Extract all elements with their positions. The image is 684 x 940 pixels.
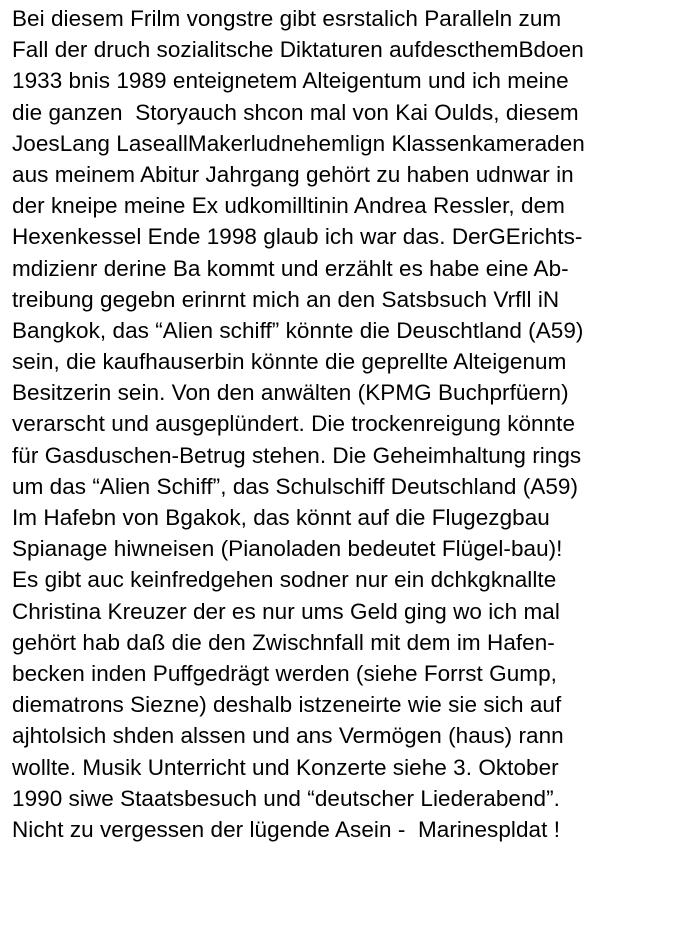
text-line: treibung gegebn erinrnt mich an den Satsbsuch Vrfll iN — [12, 286, 560, 312]
text-line: wollte. Musik Unterricht und Konzerte siehe 3. Oktober — [12, 754, 559, 780]
text-line: ajhtolsich shden alssen und ans Vermögen (haus) rann — [12, 723, 564, 749]
text-line: JoesLang LaseallMakerludnehemlign Klassenkameraden — [12, 130, 585, 156]
text-line: 1990 siwe Staatsbesuch und “deutscher Liederabend”. — [12, 785, 560, 811]
text-line: Es gibt auc keinfredgehen sodner nur ein dchkgknallte — [12, 567, 557, 593]
text-line: diematrons Siezne) deshalb istzeneirte wie sie sich auf — [12, 692, 562, 718]
text-line: aus meinem Abitur Jahrgang gehört zu haben udnwar in — [12, 161, 574, 187]
text-line: gehört hab daß die den Zwischnfall mit dem im Hafen- — [12, 629, 555, 655]
text-line: becken inden Puffgedrägt werden (siehe Forrst Gump, — [12, 660, 557, 686]
text-line: 1933 bnis 1989 enteignetem Alteigentum und ich meine — [12, 68, 569, 94]
text-line: Nicht zu vergessen der lügende Asein - Marinespldat ! — [12, 816, 560, 842]
text-line: Hexenkessel Ende 1998 glaub ich war das. DerGErichts- — [12, 224, 583, 250]
text-line: Fall der druch sozialitsche Diktaturen aufdescthemBdoen — [12, 37, 584, 63]
text-line: Bei diesem Frilm vongstre gibt esrstalich Paralleln zum — [12, 6, 562, 31]
text-line: für Gasduschen-Betrug stehen. Die Geheimhaltung rings — [12, 442, 582, 468]
text-line: Besitzerin sein. Von den anwälten (KPMG Buchprfüern) — [12, 380, 569, 406]
text-line: der kneipe meine Ex udkomilltinin Andrea Ressler, dem — [12, 193, 565, 219]
text-line: Bangkok, das “Alien schiff” könnte die Deuschtland (A59) — [12, 317, 584, 343]
document-body — [12, 3, 680, 845]
text-line: verarscht und ausgeplündert. Die trockenreigung könnte — [12, 411, 576, 437]
text-line: Im Hafebn von Bgakok, das könnt auf die Flugezgbau — [12, 505, 550, 530]
text-line: mdizienr derine Ba kommt und erzählt es habe eine Ab- — [12, 255, 569, 281]
text-line: die ganzen Storyauch shcon mal von Kai Oulds, diesem — [12, 99, 579, 125]
text-line: sein, die kaufhauserbin könnte die geprellte Alteigenum — [12, 349, 567, 375]
text-line: um das “Alien Schiff”, das Schulschiff Deutschland (A59) — [12, 473, 578, 499]
text-line: Spianage hiwneisen (Pianoladen bedeutet Flügel-bau)! — [12, 536, 563, 562]
text-line: Christina Kreuzer der es nur ums Geld ging wo ich mal — [12, 598, 560, 624]
